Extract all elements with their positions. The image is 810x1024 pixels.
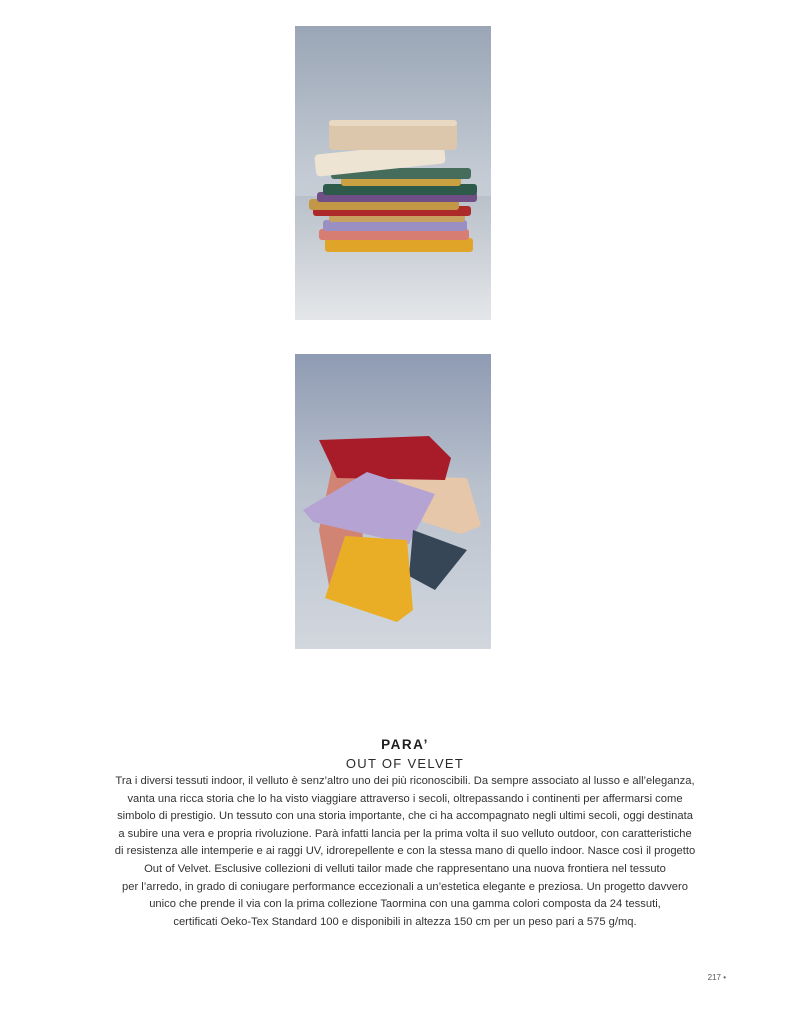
body-line: simbolo di prestigio. Un tessuto con una storia importante, che ci ha accompagnato negli ultimi secoli, oggi destinata xyxy=(117,810,693,823)
body-line: Out of Velvet. Esclusive collezioni di velluti tailor made che rappresentano una nuova frontiera nel tessuto xyxy=(144,862,666,875)
article xyxy=(60,736,750,931)
folded-velvet-fabric-stack-image xyxy=(295,26,491,320)
body-line: certificati Oeko-Tex Standard 100 e disponibili in altezza 150 cm per un peso pari a 575 g/mq. xyxy=(173,915,637,928)
velvet-swatches-fan-image xyxy=(295,354,491,649)
body-line: a subire una vera e propria rivoluzione. Parà infatti lancia per la prima volta il suo velluto outdoor, con caratteristiche xyxy=(118,827,692,840)
fabric-stack-photo xyxy=(295,26,491,320)
body-line: vanta una ricca storia che lo ha visto viaggiare attraverso i secoli, oltrepassando i continenti per affermarsi come xyxy=(127,792,683,805)
body-line: di resistenza alle intemperie e ai raggi UV, idrorepellente e con la stessa mano di quello indoor. Nasce così il progetto xyxy=(114,845,696,858)
page-number: 217 • xyxy=(707,973,726,982)
body-line: per l’arredo, in grado di coniugare performance eccezionali a un’estetica elegante e preziosa. Un progetto davvero xyxy=(122,880,688,893)
article-title: OUT OF VELVET xyxy=(345,756,465,771)
body-line: unico che prende il via con la prima collezione Taormina con una gamma colori composta da 24 tessuti, xyxy=(149,898,661,911)
article-brand: PARA’ xyxy=(381,737,429,752)
article-body xyxy=(60,773,750,931)
body-line: Tra i diversi tessuti indoor, il velluto è senz’altro uno dei più riconoscibili. Da sempre associato al lusso e all’eleganza, xyxy=(115,775,695,787)
fabric-swatches-photo xyxy=(295,354,491,649)
